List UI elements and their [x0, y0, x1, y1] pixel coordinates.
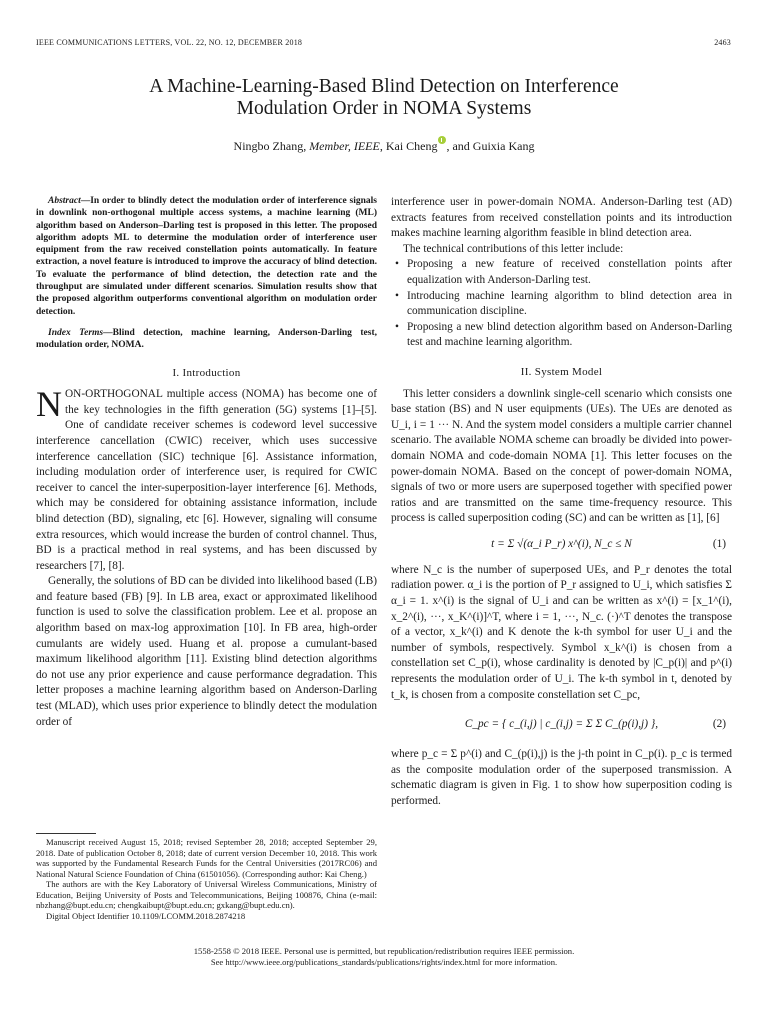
footnote-divider [36, 833, 96, 834]
copyright-line-1: 1558-2558 © 2018 IEEE. Personal use is permitted, but republication/redistribution requires IEEE permission. [193, 946, 575, 956]
author-2: , Kai Cheng [379, 139, 438, 153]
list-item: • Introducing machine learning algorithm to blind detection area in communication discipline. [391, 289, 732, 320]
equation-1-expression: t = Σ √(α_i P_r) x^(i), N_c ≤ N [491, 537, 632, 550]
author-1: Ningbo Zhang, [233, 139, 307, 153]
footnote-doi: Digital Object Identifier 10.1109/LCOMM.2018.2874218 [46, 910, 246, 921]
intro-paragraph-continued: interference user in power-domain NOMA. Anderson-Darling test (AD) extracts features from received constellation points and its introduction makes machine learning algorithm feasible in blind detection area. [391, 196, 732, 240]
drop-cap: N [36, 384, 62, 425]
title-line-1: A Machine-Learning-Based Blind Detection on Interference [149, 76, 619, 97]
running-header: IEEE COMMUNICATIONS LETTERS, VOL. 22, NO. 12, DECEMBER 2018 [36, 38, 303, 47]
equation-1 [391, 527, 732, 563]
abstract-label: Abstract [48, 196, 81, 206]
footnote-manuscript: Manuscript received August 15, 2018; revised September 28, 2018; accepted September 29, 2018. Date of publication October 8, 2018; date of current version December 10, 2018. This work was supported by the Fundamental Research Funds for the Central Universities (2017RC06) and National Natural Science Foundation of China (61501056). (Corresponding author: Kai Cheng.) [36, 837, 377, 879]
list-item: • Proposing a new feature of received constellation points after equalization with Anderson-Darling test. [391, 257, 732, 288]
system-model-paragraph-3: where p_c = Σ p^(i) and C_(p(i),j) is the j-th point in C_p(i). p_c is termed as the composite modulation order of the superposed transmission. A schematic diagram is given in Fig. 1 to show how superposition coding is performed. [391, 748, 732, 807]
copyright-line-2[interactable]: See http://www.ieee.org/publications_standards/publications/rights/index.html for more information. [210, 956, 558, 967]
intro-paragraph-1 [36, 384, 377, 574]
author-3: , and Guixia Kang [446, 139, 535, 153]
footnote [36, 837, 377, 921]
index-terms-text: Blind detection, machine learning, Anderson-Darling test, modulation order, NOMA. [36, 327, 377, 351]
equation-2-number: (2) [712, 718, 726, 731]
section-heading-system-model: II. System Model [520, 365, 603, 378]
author-list [0, 137, 768, 154]
author-1-role: Member, IEEE [309, 139, 380, 153]
paper-title [0, 76, 768, 120]
index-terms: Index Terms—Blind detection, machine learning, Anderson-Darling test, modulation order, NOMA. [36, 327, 377, 351]
abstract: Abstract—In order to blindly detect the modulation order of interference signals in downlink non-orthogonal multiple access systems, a machine learning (ML) algorithm based on Anderson–Darling test is proposed in this letter. The proposed algorithm adopts ML to determine the modulation order of interference user equipment from the raw received constellation points automatically. In feature extraction, a novel feature is introduced to improve the accuracy of blind detection. To evaluate the performance of blind detection, the detection rate and the throughput are simulated under different scenarios. Simulation results show that the proposed algorithm outperforms conventional algorithm on modulation order detection. [36, 196, 377, 317]
index-terms-label: Index Terms [48, 327, 104, 338]
system-model-paragraph-1: This letter considers a downlink single-cell scenario which consists one base station (BS) and N user equipments (UEs). The UEs are denoted as U_i, i = 1 ··· N. And the system model considers a multiple carrier channel scenario. The available NOMA scheme can broadly be divided into power-domain NOMA and code-domain NOMA [1]. This letter focuses on the power-domain NOMA. Based on the concept of power-domain NOMA, signals of two or more users are superposed together with specified power ratios and are transmitted on the same time-frequency resource. This process is called superposition coding (SC) and can be written as [1], [6] [391, 387, 732, 525]
footnote-affiliation: The authors are with the Key Laboratory of Universal Wireless Communications, Ministry of Education, Beijing University of Posts and Telecommunications, Beijing 100876, China (e-mail: nbzhang@bupt.edu.cn; chengkaibupt@bupt.edu.cn; gxkang@bupt.edu.cn). [36, 879, 377, 910]
copyright-notice [0, 946, 768, 967]
contributions-intro: The technical contributions of this letter include: [403, 242, 624, 255]
intro-paragraph-2: Generally, the solutions of BD can be divided into likelihood based (LB) and feature based (FB) [9]. In LB area, exact or approximated likelihood function is used to solve the classification problem. Lee et al. propose an algorithm based on max-log approximation [10]. In FB area, high-order cumulants are widely used. Huang et al. propose a cumulant-based maximum likelihood algorithm [11]. Existing blind detection algorithms do not use any prior experience and cause performance degradation. This letter proposes a machine learning algorithm based on Anderson-Darling test (MLAD), which uses prior experience to blindly detect the modulation order of [36, 575, 377, 728]
equation-2-expression: C_pc = { c_(i,j) | c_(i,j) = Σ Σ C_(p(i),j) }, [464, 718, 659, 731]
system-model-paragraph-2: where N_c is the number of superposed UEs, and P_r denotes the total radiation power. α_i is the portion of P_r assigned to U_i, which satisfies Σ α_i = 1. x^(i) is the signal of U_i and can be written as x^(i) = [x_1^(i), x_2^(i), ···, x_K^(i)]^T, where i = 1, ···, N_c. (·)^T denotes the transpose of a vector, x_k^(i) and K denote the k-th symbol for user U_i and the number of symbols, respectively. Symbol x_k^(i) is chosen from a constellation set C_p(i), whose cardinality is denoted by |C_p(i)| and p^(i) represents the modulation order of U_i. The k-th symbol in t, denoted by t_k, is chosen from a composite constellation set C_pc, [391, 563, 732, 701]
list-item: • Proposing a new blind detection algorithm based on Anderson-Darling test and machine learning algorithm. [391, 320, 732, 351]
equation-1-number: (1) [712, 537, 726, 550]
left-column [36, 195, 377, 730]
section-heading-introduction: I. Introduction [172, 366, 241, 379]
abstract-text: In order to blindly detect the modulation order of interference signals in downlink non-orthogonal multiple access systems, a machine learning (ML) algorithm based on Anderson–Darling test is proposed in this letter. The proposed algorithm adopts ML to determine the modulation order of interference user equipment from the raw received constellation points automatically. In feature extraction, a novel feature is introduced to improve the accuracy of blind detection. To evaluate the performance of blind detection, the detection rate and the throughput are simulated under different scenarios. Simulation results show that the proposed algorithm outperforms conventional algorithm on modulation order detection. [36, 196, 377, 317]
equation-2 [391, 703, 732, 747]
title-line-2: Modulation Order in NOMA Systems [236, 98, 532, 119]
contributions-list [391, 257, 732, 351]
right-column [391, 195, 732, 810]
intro-paragraph-1-text: ON-ORTHOGONAL multiple access (NOMA) has become one of the key technologies in the fifth generation (5G) systems [1]–[5]. One of candidate receiver schemes is codeword level successive interference cancellation (CWIC) receiver, which uses successive interference cancellation (SIC) technique [6]. Assistance information, including modulation order of interference user, is required for CWIC receiver to cancel the inter-superposition-layer interference [6]. Methods, which may be considered for obtaining assistance information, include blind detection (BD), signaling, etc [6]. However, signaling will consume extra resources, which would increase the burden of control channel. Thus, BD is a practical method in real systems, and has been discussed by researchers [7], [8]. [36, 388, 377, 572]
page-number: 2463 [714, 38, 731, 47]
